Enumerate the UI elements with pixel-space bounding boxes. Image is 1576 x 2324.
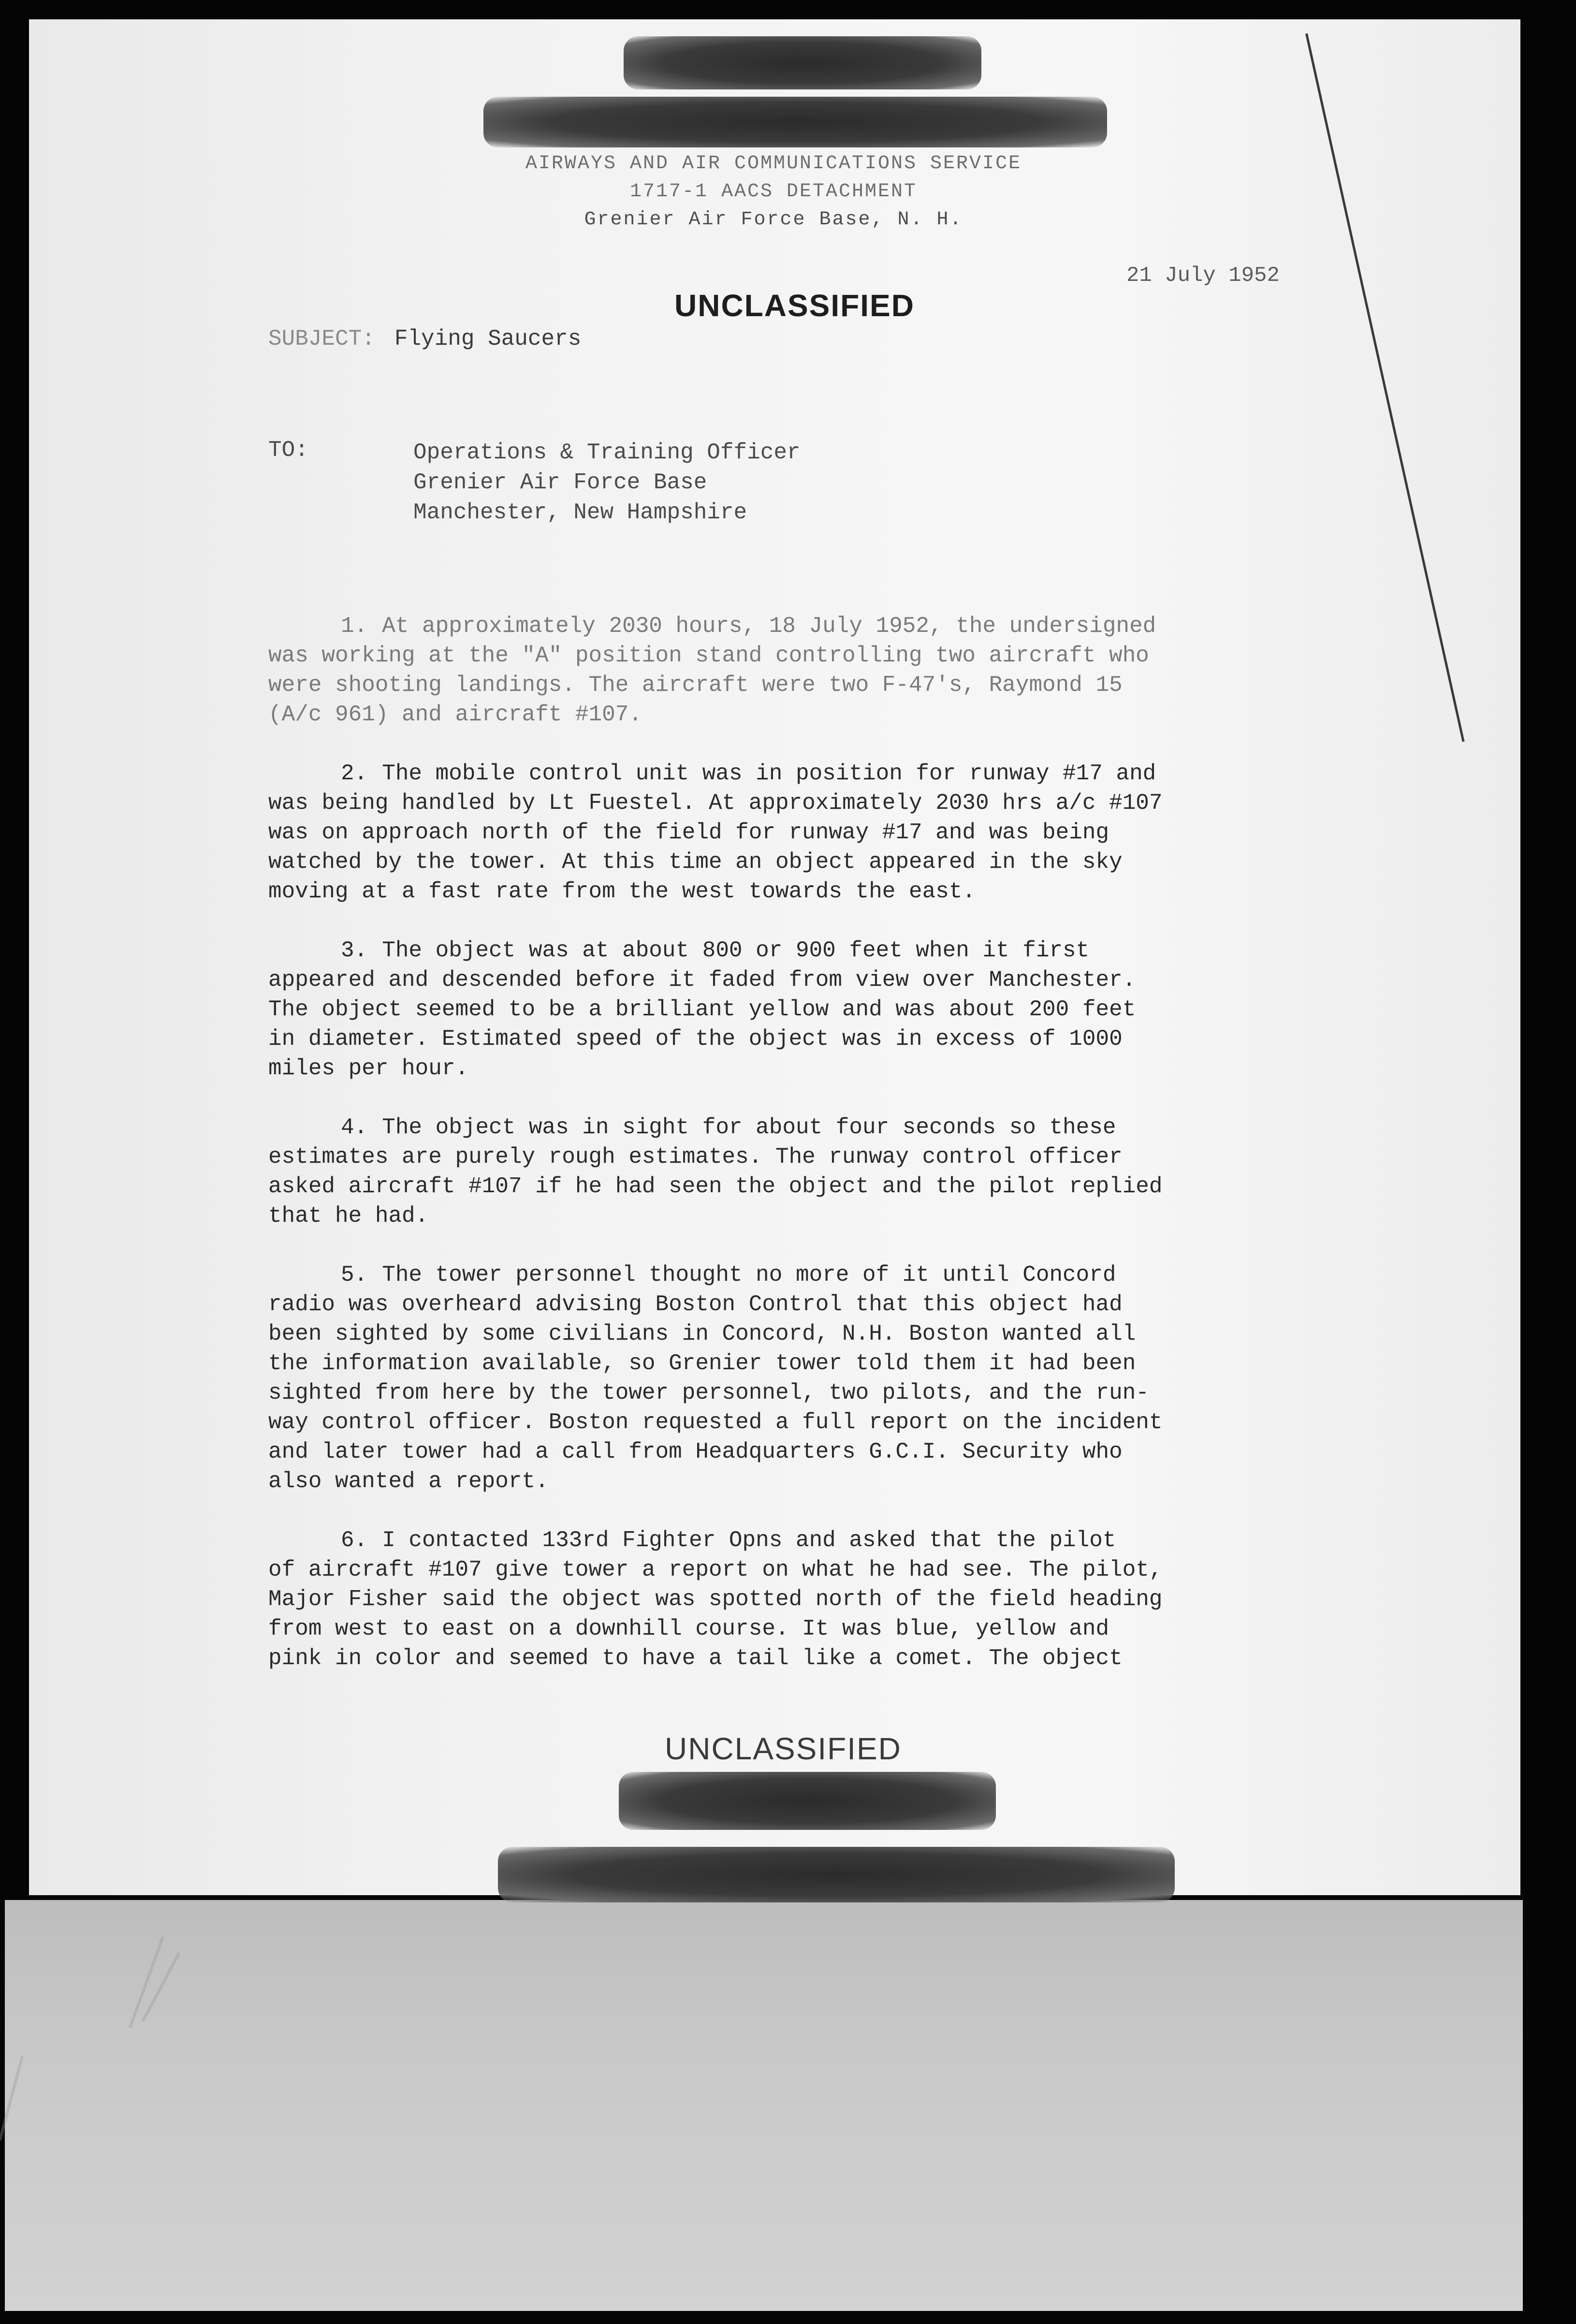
paragraph-line: moving at a fast rate from the west towards the east. [268, 879, 976, 904]
paragraph-line: sighted from here by the tower personnel, two pilots, and the run- [268, 1380, 1149, 1405]
letterhead [435, 150, 1112, 234]
document-date: 21 July 1952 [1126, 263, 1280, 288]
addressee-line: Manchester, New Hampshire [413, 500, 747, 525]
paragraph-line: was working at the "A" position stand controlling two aircraft who [268, 643, 1149, 668]
addressee-line: Operations & Training Officer [413, 440, 801, 465]
redaction-mark [619, 1772, 996, 1830]
letterhead-line: AIRWAYS AND AIR COMMUNICATIONS SERVICE [525, 153, 1022, 175]
paragraph-line: Major Fisher said the object was spotted north of the field heading [268, 1587, 1163, 1612]
paragraph-line: of aircraft #107 give tower a report on what he had see. The pilot, [268, 1557, 1163, 1582]
paragraph-line: was being handled by Lt Fuestel. At approximately 2030 hrs a/c #107 [268, 790, 1163, 816]
redaction-mark [483, 97, 1107, 147]
paragraph-2 [268, 759, 1284, 906]
paragraph-line: The tower personnel thought no more of it until Concord [382, 1262, 1116, 1287]
paragraph-6 [268, 1526, 1284, 1673]
paragraph-5 [268, 1260, 1284, 1496]
to-label: TO: [268, 438, 308, 463]
paragraph-number: 4. [341, 1115, 368, 1140]
paragraph-line: watched by the tower. At this time an object appeared in the sky [268, 849, 1123, 875]
paragraph-line: miles per hour. [268, 1056, 469, 1081]
paragraph-line: I contacted 133rd Fighter Opns and asked that the pilot [382, 1528, 1116, 1553]
paragraph-number: 6. [341, 1528, 368, 1553]
paragraph-line: The mobile control unit was in position for runway #17 and [382, 761, 1156, 786]
subject-label: SUBJECT: [268, 326, 375, 351]
paragraph-line: also wanted a report. [268, 1469, 549, 1494]
letterhead-line: Grenier Air Force Base, N. H. [584, 209, 963, 231]
paragraph-line: and later tower had a call from Headquarters G.C.I. Security who [268, 1439, 1123, 1464]
addressee-line: Grenier Air Force Base [413, 470, 707, 495]
paragraph-number: 1. [341, 614, 368, 639]
paragraph-line: The object was in sight for about four seconds so these [382, 1115, 1116, 1140]
paragraph-number: 2. [341, 761, 368, 786]
paragraph-3 [268, 936, 1284, 1083]
letterhead-line: 1717-1 AACS DETACHMENT [629, 181, 918, 203]
paragraph-line: way control officer. Boston requested a full report on the incident [268, 1410, 1163, 1435]
paragraph-line: At approximately 2030 hours, 18 July 1952, the undersigned [382, 614, 1156, 639]
paragraph-line: pink in color and seemed to have a tail like a comet. The object [268, 1646, 1123, 1671]
paragraph-line: in diameter. Estimated speed of the object was in excess of 1000 [268, 1026, 1123, 1052]
paragraph-line: The object seemed to be a brilliant yellow and was about 200 feet [268, 997, 1136, 1022]
paragraph-line: from west to east on a downhill course. It was blue, yellow and [268, 1616, 1109, 1641]
paragraph-number: 3. [341, 938, 368, 963]
paragraph-number: 5. [341, 1262, 368, 1287]
redaction-mark [624, 36, 981, 89]
subject-line [268, 326, 581, 351]
memo-body [268, 612, 1284, 1703]
paragraph-line: appeared and descended before it faded from view over Manchester. [268, 967, 1136, 993]
paragraph-line: were shooting landings. The aircraft were two F-47's, Raymond 15 [268, 672, 1123, 698]
paragraph-line: the information available, so Grenier tower told them it had been [268, 1351, 1136, 1376]
paragraph-line: asked aircraft #107 if he had seen the object and the pilot replied [268, 1174, 1163, 1199]
film-margin [5, 1900, 1523, 2311]
classification-stamp-top: UNCLASSIFIED [674, 288, 915, 323]
paragraph-line: estimates are purely rough estimates. The runway control officer [268, 1144, 1123, 1169]
paragraph-line: The object was at about 800 or 900 feet when it first [382, 938, 1090, 963]
paragraph-line: was on approach north of the field for runway #17 and was being [268, 820, 1109, 845]
subject-text: Flying Saucers [394, 326, 582, 351]
paragraph-line: been sighted by some civilians in Concord, N.H. Boston wanted all [268, 1321, 1136, 1346]
paragraph-line: (A/c 961) and aircraft #107. [268, 702, 642, 727]
paragraph-1 [268, 612, 1284, 730]
paragraph-line: radio was overheard advising Boston Control that this object had [268, 1292, 1123, 1317]
redaction-mark [498, 1847, 1175, 1902]
classification-stamp-bottom: UNCLASSIFIED [665, 1731, 902, 1766]
paragraph-line: that he had. [268, 1203, 429, 1228]
paragraph-4 [268, 1113, 1284, 1231]
